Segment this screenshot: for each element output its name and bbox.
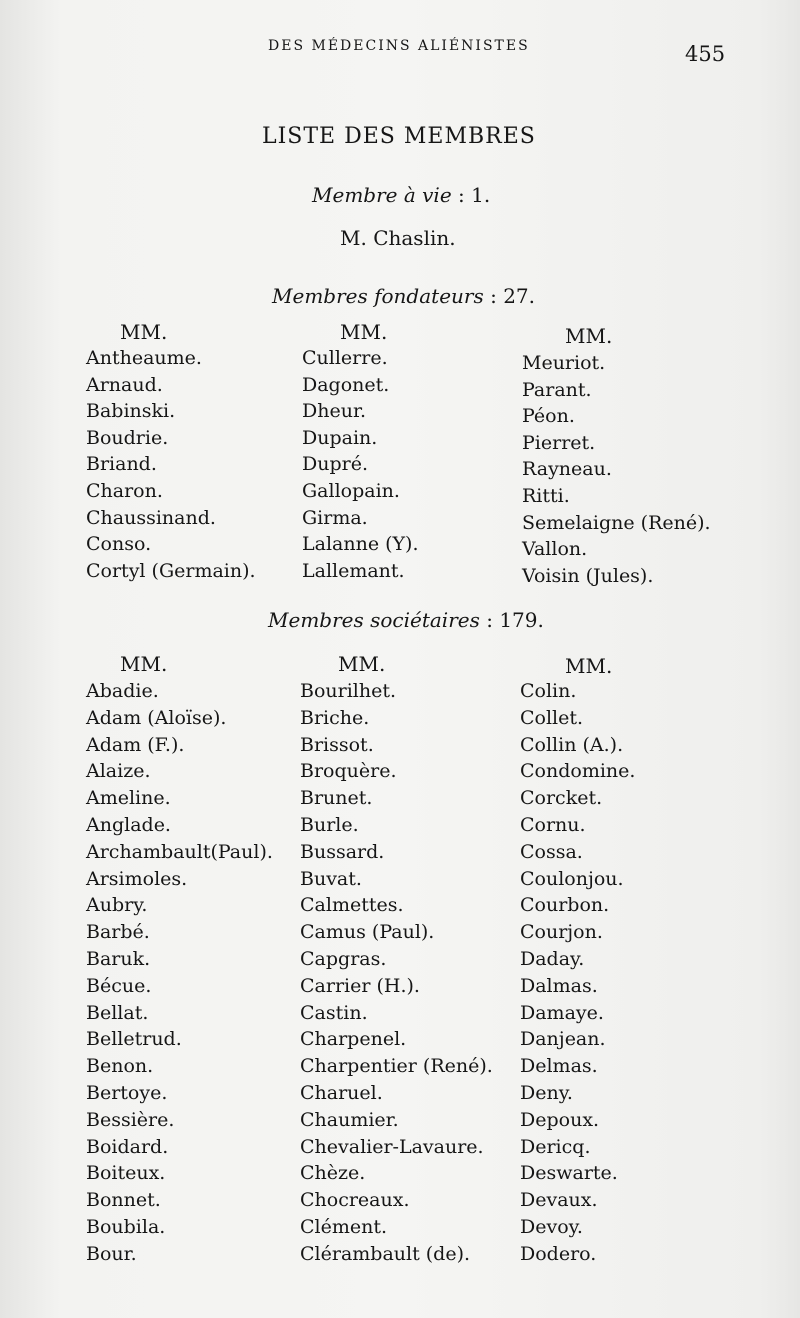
member-name: Deny. <box>520 1081 573 1104</box>
member-name: Dheur. <box>302 400 366 423</box>
section-title: LISTE DES MEMBRES <box>262 124 536 149</box>
member-name: Benon. <box>86 1055 154 1078</box>
societaires-col3 <box>520 678 635 1268</box>
member-name: Cornu. <box>520 813 586 836</box>
member-name: Barbé. <box>86 921 150 944</box>
member-name: Péon. <box>522 405 575 428</box>
societaires-heading <box>268 608 544 632</box>
member-name: Damaye. <box>520 1001 604 1024</box>
member-name: Baruk. <box>86 947 151 970</box>
member-name: Semelaigne (René). <box>522 511 711 534</box>
member-name: Bonnet. <box>86 1189 161 1212</box>
member-name: Dupré. <box>302 453 368 476</box>
member-name: Carrier (H.). <box>300 974 420 997</box>
member-name: Bécue. <box>86 974 152 997</box>
member-name: Conso. <box>86 533 152 556</box>
member-name: Briand. <box>86 453 157 476</box>
founding-col2 <box>302 345 419 584</box>
member-name: Courjon. <box>520 921 603 944</box>
member-name: Boidard. <box>86 1135 169 1158</box>
member-name: Vallon. <box>522 538 588 561</box>
member-name: Deswarte. <box>520 1162 618 1185</box>
member-name: Castin. <box>300 1001 368 1024</box>
member-name: Abadie. <box>86 680 159 702</box>
life-member-name: M. Chaslin. <box>340 226 456 250</box>
member-name: Gallopain. <box>302 479 400 502</box>
member-name: Bussard. <box>300 840 385 863</box>
member-name: Pierret. <box>522 431 596 454</box>
member-name: Clérambault (de). <box>300 1242 471 1265</box>
member-name: Buvat. <box>300 867 362 890</box>
member-name: Bertoye. <box>86 1081 168 1104</box>
founding-col2-heading: MM. <box>340 320 388 344</box>
founding-members-label: Membres fondateurs <box>272 284 484 308</box>
member-name: Capgras. <box>300 947 387 970</box>
member-name: Bourilhet. <box>300 680 397 702</box>
member-name: Ritti. <box>522 484 570 507</box>
member-name: Arnaud. <box>86 373 163 396</box>
member-name: Adam (Aloïse). <box>86 706 227 729</box>
member-name: Aubry. <box>86 894 148 917</box>
member-name: Bellat. <box>86 1001 149 1024</box>
member-name: Daday. <box>520 947 585 970</box>
member-name: Alaize. <box>86 760 151 783</box>
member-name: Lalanne (Y). <box>302 533 419 556</box>
founding-col1 <box>86 345 256 584</box>
member-name: Brissot. <box>300 733 374 756</box>
member-name: Dupain. <box>302 426 378 449</box>
societaires-col1-heading: MM. <box>120 652 168 676</box>
member-name: Depoux. <box>520 1108 600 1131</box>
member-name: Antheaume. <box>86 347 202 369</box>
member-name: Condomine. <box>520 760 636 783</box>
member-name: Broquère. <box>300 760 397 783</box>
founding-col3 <box>522 350 711 589</box>
page-number: 455 <box>685 42 726 66</box>
member-name: Adam (F.). <box>86 733 185 756</box>
member-name: Danjean. <box>520 1028 606 1051</box>
member-name: Boubila. <box>86 1215 166 1238</box>
founding-members-count: : 27. <box>483 284 535 308</box>
member-name: Dagonet. <box>302 373 390 396</box>
member-name: Clément. <box>300 1215 388 1238</box>
societaires-col1 <box>86 678 273 1268</box>
member-name: Chaumier. <box>300 1108 399 1131</box>
member-name: Ameline. <box>86 787 171 810</box>
member-name: Brunet. <box>300 787 373 810</box>
member-name: Bour. <box>86 1242 137 1265</box>
member-name: Dodero. <box>520 1242 597 1265</box>
running-header: DES MÉDECINS ALIÉNISTES <box>268 38 530 54</box>
member-name: Belletrud. <box>86 1028 182 1051</box>
member-name: Dalmas. <box>520 974 598 997</box>
member-name: Burle. <box>300 813 359 836</box>
member-name: Delmas. <box>520 1055 598 1078</box>
member-name: Briche. <box>300 706 370 729</box>
member-name: Boudrie. <box>86 426 169 449</box>
member-name: Corcket. <box>520 787 603 810</box>
member-name: Coulonjou. <box>520 867 624 890</box>
member-name: Colin. <box>520 680 577 702</box>
member-name: Collin (A.). <box>520 733 624 756</box>
societaires-col2-heading: MM. <box>338 652 386 676</box>
member-name: Charpenel. <box>300 1028 407 1051</box>
member-name: Chaussinand. <box>86 506 216 529</box>
member-name: Chocreaux. <box>300 1189 410 1212</box>
member-name: Babinski. <box>86 400 176 423</box>
member-name: Charpentier (René). <box>300 1055 493 1078</box>
member-name: Meuriot. <box>522 352 606 374</box>
member-name: Girma. <box>302 506 368 529</box>
member-name: Calmettes. <box>300 894 404 917</box>
life-member-heading <box>312 183 490 207</box>
member-name: Rayneau. <box>522 458 612 481</box>
member-name: Camus (Paul). <box>300 921 435 944</box>
member-name: Archambault(Paul). <box>86 840 273 863</box>
member-name: Devoy. <box>520 1215 583 1238</box>
member-name: Cossa. <box>520 840 583 863</box>
member-name: Anglade. <box>86 813 171 836</box>
societaires-col2 <box>300 678 493 1268</box>
societaires-count: : 179. <box>479 608 544 632</box>
member-name: Boiteux. <box>86 1162 166 1185</box>
member-name: Charon. <box>86 479 163 502</box>
member-name: Chèze. <box>300 1162 366 1185</box>
founding-col3-heading: MM. <box>565 324 613 348</box>
societaires-label: Membres sociétaires <box>268 608 480 632</box>
member-name: Voisin (Jules). <box>522 564 654 587</box>
life-member-label: Membre à vie <box>312 183 452 207</box>
life-member-count: : 1. <box>451 183 491 207</box>
member-name: Arsimoles. <box>86 867 188 890</box>
member-name: Collet. <box>520 706 584 729</box>
member-name: Chevalier-Lavaure. <box>300 1135 484 1158</box>
founding-members-heading <box>272 284 535 308</box>
member-name: Cullerre. <box>302 347 388 369</box>
member-name: Charuel. <box>300 1081 383 1104</box>
member-name: Dericq. <box>520 1135 591 1158</box>
societaires-col3-heading: MM. <box>565 654 613 678</box>
member-name: Courbon. <box>520 894 610 917</box>
member-name: Cortyl (Germain). <box>86 559 256 582</box>
founding-col1-heading: MM. <box>120 320 168 344</box>
member-name: Devaux. <box>520 1189 598 1212</box>
member-name: Lallemant. <box>302 559 405 582</box>
member-name: Bessière. <box>86 1108 175 1131</box>
member-name: Parant. <box>522 378 592 401</box>
